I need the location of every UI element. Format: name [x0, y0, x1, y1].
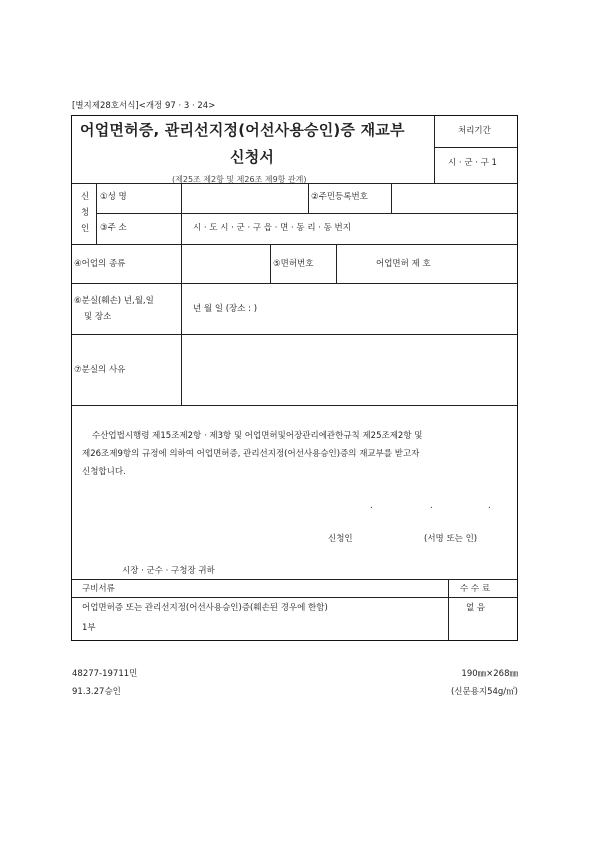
license-number-label: ⑤면허번호 [273, 259, 314, 269]
legal-basis-note: (제25조 제2항 및 제26조 제9항 관계) [172, 175, 307, 184]
date-day-dot: . [488, 501, 491, 511]
resident-id-field[interactable] [393, 185, 515, 211]
form-title-line2: 신청서 [230, 148, 275, 166]
name-label: ①성 명 [100, 192, 127, 202]
resident-id-label: ②주민등록번호 [311, 192, 368, 202]
applicant-group-label-2: 청 [81, 208, 90, 218]
form-number-note: [별지제28호서식]<개정 97 · 3 · 24> [72, 101, 216, 111]
footer-approval-date: 91.3.27승인 [72, 687, 121, 697]
required-document-item: 어업면허증 또는 관리선지정(어선사용승인)증(훼손된 경우에 한함) [82, 603, 328, 613]
statement-line3: 신청합니다. [82, 467, 126, 477]
footer-form-code: 48277-19711민 [72, 669, 138, 679]
required-document-count: 1부 [82, 623, 96, 633]
loss-reason-field[interactable] [183, 336, 515, 403]
address-field[interactable]: 시 · 도 시 · 군 · 구 읍 · 면 · 동 리 · 동 번지 [193, 223, 351, 233]
applicant-group-label-1: 신 [81, 192, 90, 202]
address-label: ③주 소 [100, 223, 127, 233]
loss-date-field[interactable]: 년 월 일 (장소 : ) [193, 304, 258, 314]
name-field[interactable] [183, 185, 307, 211]
required-documents-label: 구비서류 [82, 584, 115, 594]
footer-paper-size: 190㎜×268㎜ [461, 669, 518, 679]
footer-paper-type: (신문용지54g/㎡) [450, 687, 518, 697]
processing-period-value: 시 · 군 · 구 1 [448, 158, 497, 168]
date-month-dot: . [430, 501, 433, 511]
loss-date-label-line2: 및 장소 [84, 312, 112, 322]
fishery-type-label: ④어업의 종류 [74, 259, 126, 269]
form-title-line1: 어업면허증, 관리선지정(어선사용승인)증 재교부 [80, 121, 405, 139]
processing-period-label: 처리기간 [458, 126, 491, 136]
statement-line1: 수산업법시행령 제15조제2항 · 제3항 및 어업면허및어장관리에관한규칙 제25조제2항 및 [92, 431, 423, 441]
statement-line2: 제26조제9항의 규정에 의하여 어업면허증, 관리선지정(어선사용승인)증의 재교부를 받고자 [82, 449, 420, 459]
license-number-field[interactable]: 어업면허 제 호 [376, 259, 431, 269]
loss-reason-label: ⑦분실의 사유 [74, 365, 126, 375]
fee-value: 없 음 [466, 603, 486, 613]
date-year-dot: . [370, 501, 373, 511]
applicant-sign-label: 신청인 [328, 534, 353, 544]
loss-date-label-line1: ⑥분실(훼손) 년,월,일 [74, 296, 154, 306]
fishery-type-field[interactable] [183, 246, 269, 281]
applicant-group-label-3: 인 [81, 224, 90, 234]
signature-field[interactable]: (서명 또는 인) [424, 534, 478, 544]
fee-label: 수 수 료 [460, 584, 491, 594]
addressee: 시장 · 군수 · 구청장 귀하 [122, 566, 215, 576]
